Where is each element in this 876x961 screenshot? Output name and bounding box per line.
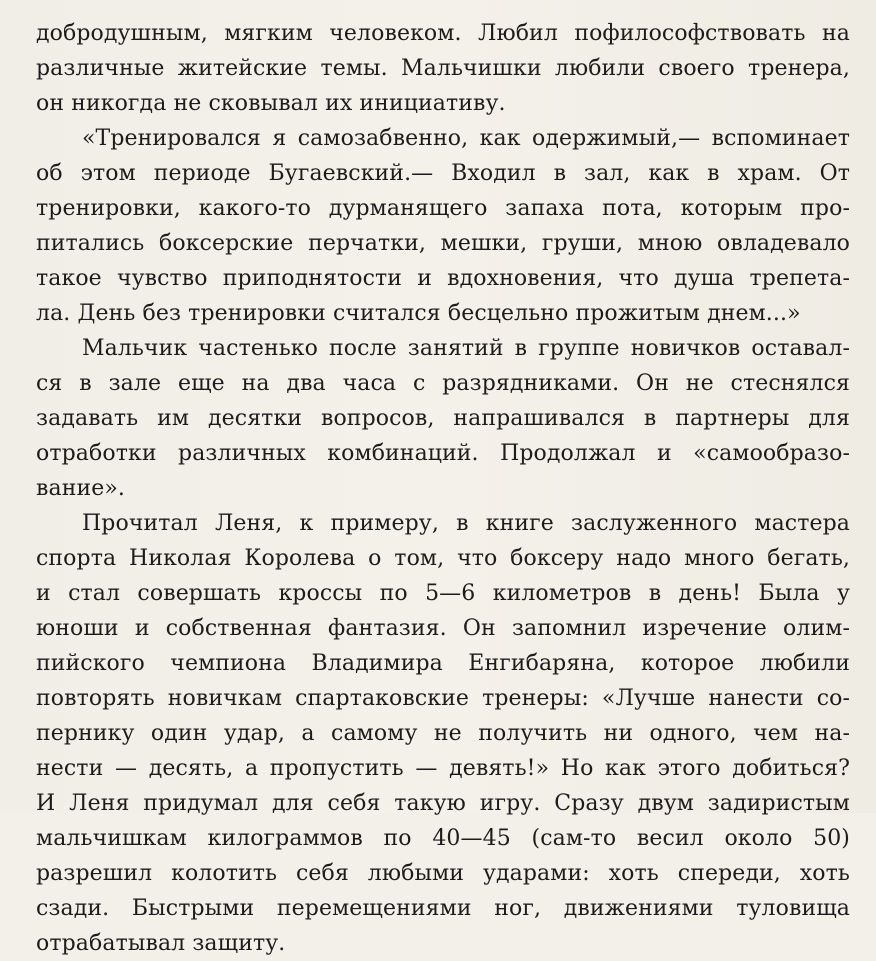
text-line: мальчишкам килограммов по 40—45 (сам-то весил около 50) — [36, 826, 850, 851]
text-line: «Тренировался я самозабвенно, как одержимый,— вспоминает — [82, 126, 850, 151]
text-line: спорта Николая Королева о том, что боксеру надо много бегать, — [36, 546, 850, 571]
text-line: ся в зале еще на два часа с разрядниками. Он не стеснялся — [36, 371, 850, 396]
text-line: Мальчик частенько после занятий в группе новичков оставал- — [82, 336, 850, 361]
text-line: Прочитал Леня, к примеру, в книге заслуженного мастера — [82, 511, 850, 536]
text-line: ла. День без тренировки считался бесцельно прожитым днем...» — [36, 301, 801, 326]
text-line: такое чувство приподнятости и вдохновения, что душа трепета- — [36, 266, 850, 291]
text-line: добродушным, мягким человеком. Любил пофилософствовать на — [36, 21, 850, 46]
text-line: различные житейские темы. Мальчишки любили своего тренера, — [36, 56, 850, 81]
paragraph-3 — [36, 331, 850, 506]
text-line: пернику один удар, а самому не получить ни одного, чем на- — [36, 721, 850, 746]
text-line: разрешил колотить себя любыми ударами: хоть спереди, хоть — [36, 861, 850, 886]
text-line: И Леня придумал для себя такую игру. Сразу двум задиристым — [36, 791, 850, 816]
text-line: тренировки, какого-то дурманящего запаха пота, которым про- — [36, 196, 850, 221]
text-line: юноши и собственная фантазия. Он запомнил изречение олим- — [36, 616, 850, 641]
text-line: об этом периоде Бугаевский.— Входил в зал, как в храм. От — [36, 161, 850, 186]
text-line: отработки различных комбинаций. Продолжал и «самообразо- — [36, 441, 850, 466]
text-line: отрабатывал защиту. — [36, 931, 286, 956]
text-line: задавать им десятки вопросов, напрашивался в партнеры для — [36, 406, 850, 431]
text-line: и стал совершать кроссы по 5—6 километров в день! Была у — [36, 581, 850, 606]
text-line: нести — десять, а пропустить — девять!» Но как этого добиться? — [36, 756, 850, 781]
text-line: повторять новичкам спартаковские тренеры: «Лучше нанести со- — [36, 686, 850, 711]
paragraph-1 — [36, 16, 850, 121]
paragraph-2 — [36, 121, 850, 331]
text-line: вание». — [36, 476, 126, 501]
text-line: сзади. Быстрыми перемещениями ног, движениями туловища — [36, 896, 850, 921]
paragraph-4 — [36, 506, 850, 961]
text-line: питались боксерские перчатки, мешки, груши, мною овладевало — [36, 231, 850, 256]
text-line: пийского чемпиона Владимира Енгибаряна, которое любили — [36, 651, 850, 676]
text-line: он никогда не сковывал их инициативу. — [36, 91, 506, 116]
